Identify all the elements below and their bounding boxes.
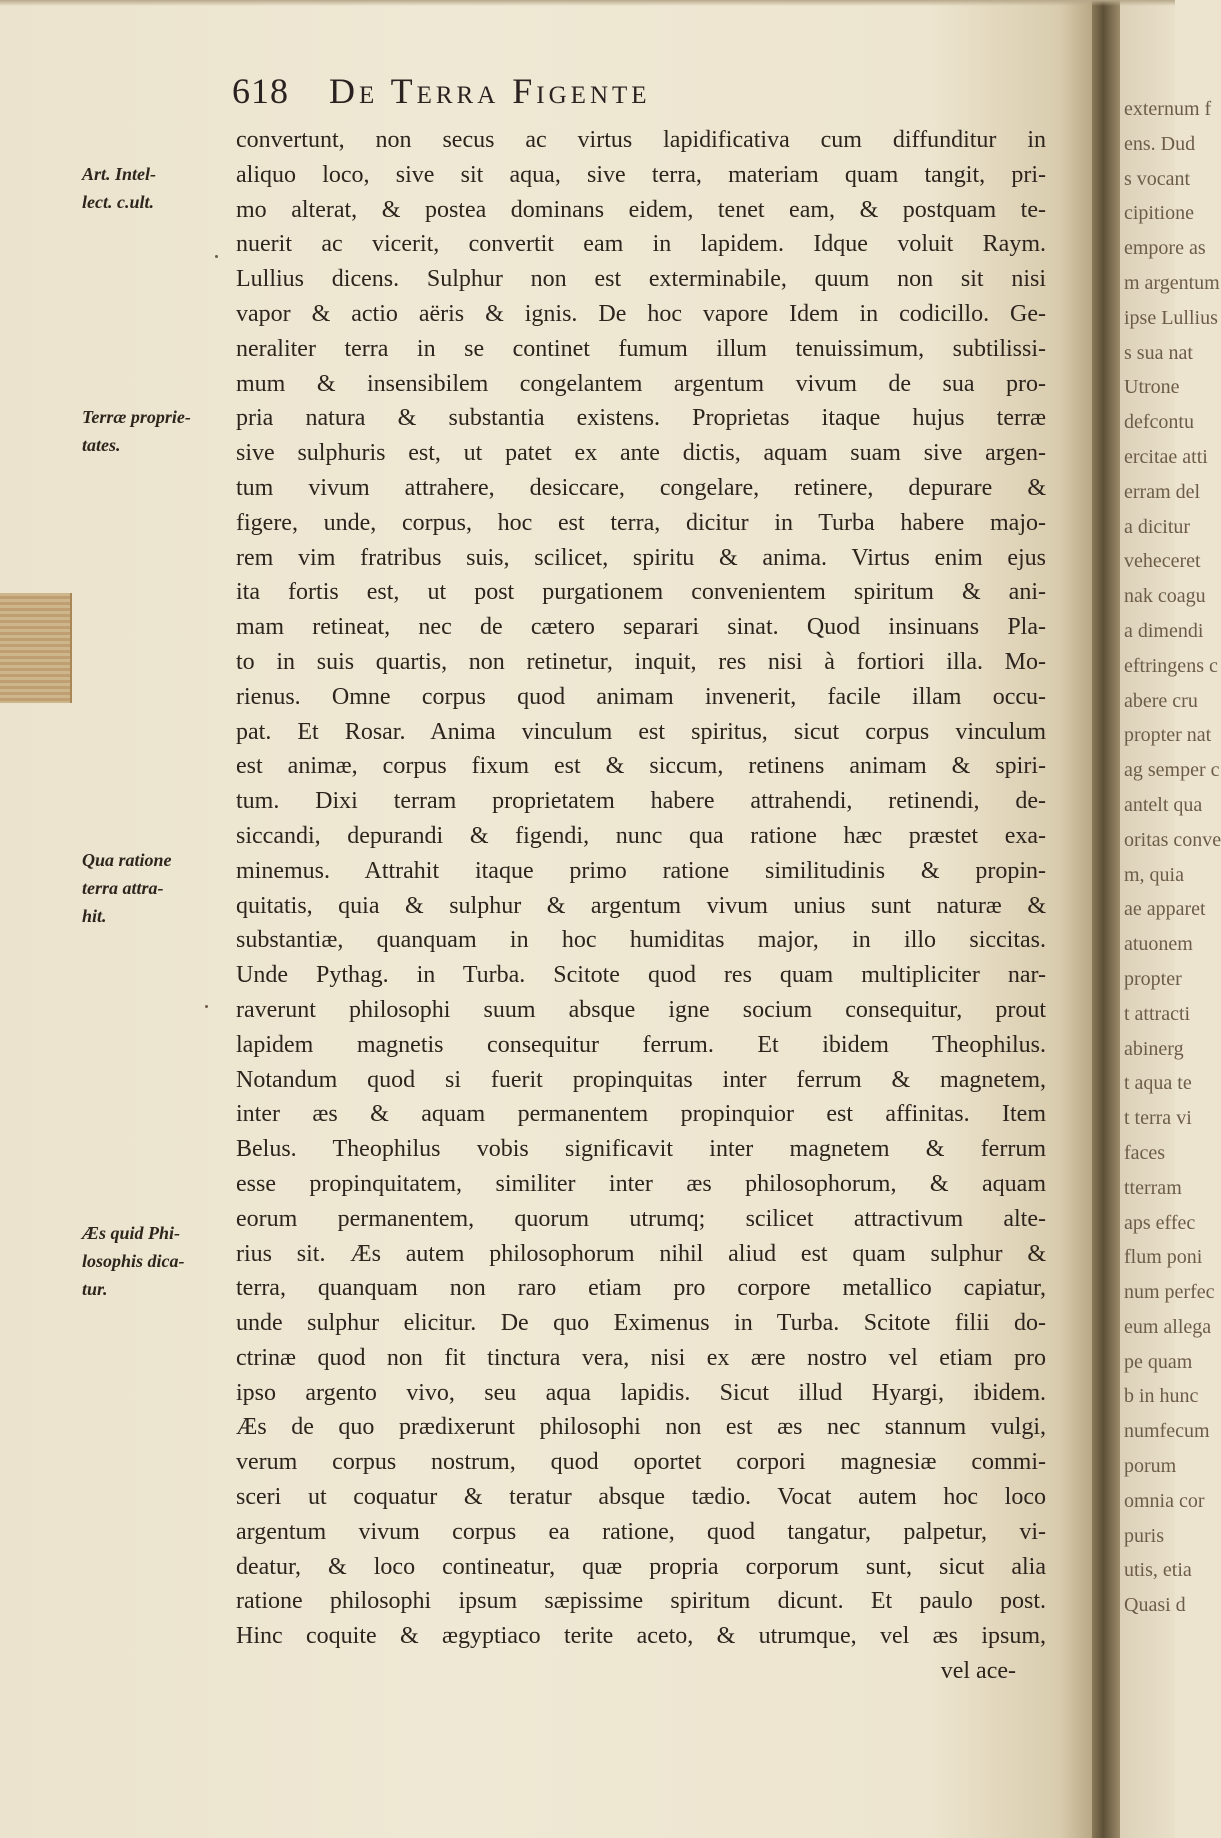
text-line: aliquo loco, sive sit aqua, sive terra, materiam quam tangit, pri- — [236, 161, 1046, 188]
text-line: raverunt philosophi suum absque igne socium consequitur, prout — [236, 996, 1046, 1023]
facing-page-fragment: ens. Dud — [1124, 132, 1196, 155]
text-line: minemus. Attrahit itaque primo ratione similitudinis & propin- — [236, 857, 1046, 884]
facing-page-fragment: defcontu — [1124, 411, 1194, 434]
facing-page-fragment: eftringens c — [1124, 654, 1218, 677]
margin-note-line: hit. — [82, 906, 107, 926]
facing-page-bleed — [1120, 0, 1221, 1838]
text-line: Æs de quo prædixerunt philosophi non est æs nec stannum vulgi, — [236, 1414, 1046, 1441]
facing-page-fragment: ipse Lullius — [1124, 306, 1218, 329]
facing-page-fragment: num perfec — [1124, 1281, 1215, 1304]
text-line: sceri ut coquatur & teratur absque tædio. Vocat autem hoc loco — [236, 1484, 1046, 1511]
paper-bookmark-tab[interactable] — [0, 593, 72, 703]
margin-note-aes-quid — [82, 1219, 185, 1303]
facing-page-fragment: utis, etia — [1124, 1559, 1192, 1582]
facing-page-fragment: t aqua te — [1124, 1072, 1192, 1095]
text-line: est animæ, corpus fixum est & siccum, retinens animam & spiri- — [236, 753, 1046, 780]
ink-speck — [215, 255, 218, 258]
text-line: ipso argento vivo, seu aqua lapidis. Sicut illud Hyargi, ibidem. — [236, 1379, 1046, 1406]
facing-page-fragment: Utrone — [1124, 376, 1180, 399]
facing-page-fragment: erram del — [1124, 480, 1201, 503]
text-line: tum vivum attrahere, desiccare, congelare, retinere, depurare & — [236, 474, 1046, 501]
text-line: ita fortis est, ut post purgationem convenientem spiritum & ani- — [236, 579, 1046, 606]
margin-note-qua-ratione — [82, 846, 172, 930]
text-line: substantiæ, quanquam in hoc humiditas major, in illo siccitas. — [236, 927, 1046, 954]
margin-note-line: Art. Intel- — [82, 164, 157, 184]
facing-page-fragment: abere cru — [1124, 689, 1198, 712]
page-header — [232, 70, 651, 122]
facing-page-fragment: b in hunc — [1124, 1385, 1199, 1408]
running-title: De Terra Figente — [329, 71, 651, 111]
text-line: Lullius dicens. Sulphur non est exterminabile, quum non sit nisi — [236, 266, 1046, 293]
margin-note-line: Terræ proprie- — [82, 407, 191, 427]
text-line: deatur, & loco contineatur, quæ propria corporum sunt, sicut alia — [236, 1553, 1046, 1580]
facing-page-fragment: empore as — [1124, 237, 1206, 260]
margin-note-terrae-proprietates — [82, 403, 191, 459]
facing-page-fragment: a dicitur — [1124, 515, 1191, 538]
facing-page-fragment: aps effec — [1124, 1211, 1196, 1234]
text-line: to in suis quartis, non retinetur, inquit, res nisi à fortiori illa. Mo- — [236, 648, 1046, 675]
text-line: verum corpus nostrum, quod oportet corpori magnesiæ commi- — [236, 1449, 1046, 1476]
text-line: neraliter terra in se continet fumum illum tenuissimum, subtilissi- — [236, 335, 1046, 362]
facing-page-fragment: ercitae atti — [1124, 445, 1208, 468]
text-line: convertunt, non secus ac virtus lapidificativa cum diffunditur in — [236, 127, 1046, 153]
text-line: lapidem magnetis consequitur ferrum. Et ibidem Theophilus. — [236, 1031, 1046, 1058]
facing-page-fragment: tterram — [1124, 1176, 1182, 1199]
facing-page-fragment: abinerg — [1124, 1037, 1184, 1060]
facing-page-fragment: porum — [1124, 1455, 1177, 1478]
facing-page-fragment: t attracti — [1124, 1002, 1191, 1025]
text-line: mam retineat, nec de cætero separari sinat. Quod insinuans Pla- — [236, 614, 1046, 641]
text-line: rem vim fratribus suis, scilicet, spiritu & anima. Virtus enim ejus — [236, 544, 1046, 571]
page-number: 618 — [232, 71, 289, 111]
facing-page-fragment: ag semper c — [1124, 759, 1220, 782]
facing-page-fragment: numfecum — [1124, 1420, 1210, 1443]
facing-page-fragment: puris — [1124, 1524, 1164, 1547]
text-line: ratione philosophi ipsum sæpissime spiritum dicunt. Et paulo post. — [236, 1588, 1046, 1615]
facing-page-fragment: faces — [1124, 1141, 1166, 1164]
text-line: mo alterat, & postea dominans eidem, tenet eam, & postquam te- — [236, 196, 1046, 223]
facing-page-fragment: pe quam — [1124, 1350, 1193, 1373]
text-line: argentum vivum corpus ea ratione, quod tangatur, palpetur, vi- — [236, 1518, 1046, 1545]
text-line: unde sulphur elicitur. De quo Eximenus in Turba. Scitote filii do- — [236, 1310, 1046, 1337]
text-line: nuerit ac vicerit, convertit eam in lapidem. Idque voluit Raym. — [236, 231, 1046, 258]
text-line: Unde Pythag. in Turba. Scitote quod res quam multipliciter nar- — [236, 962, 1046, 989]
facing-page-fragment: propter — [1124, 967, 1182, 990]
margin-note-line: lect. c.ult. — [82, 192, 154, 212]
text-line: Belus. Theophilus vobis significavit inter magnetem & ferrum — [236, 1136, 1046, 1163]
margin-note-line: Æs quid Phi- — [82, 1223, 181, 1243]
main-text-block — [236, 123, 1046, 1689]
text-line: sive sulphuris est, ut patet ex ante dictis, aquam suam sive argen- — [236, 440, 1046, 467]
facing-page-fragment: eum allega — [1124, 1315, 1212, 1338]
facing-page-fragment: flum poni — [1124, 1246, 1203, 1269]
facing-page-fragment: m argentum — [1124, 271, 1220, 294]
facing-page-fragment: ae apparet — [1124, 898, 1206, 921]
text-line: Hinc coquite & ægyptiaco terite aceto, & utrumque, vel æs ipsum, — [236, 1623, 1046, 1650]
text-line: pria natura & substantia existens. Proprietas itaque hujus terræ — [236, 405, 1046, 432]
book-gutter — [1092, 0, 1120, 1838]
facing-page-fragment: s vocant — [1124, 167, 1191, 190]
text-line: tum. Dixi terram proprietatem habere attrahendi, retinendi, de- — [236, 788, 1046, 815]
text-line: Notandum quod si fuerit propinquitas inter ferrum & magnetem, — [236, 1066, 1046, 1093]
facing-page-fragment: veheceret — [1124, 550, 1201, 573]
facing-page-fragment: Quasi d — [1124, 1594, 1186, 1617]
page-top-shadow — [0, 0, 1175, 6]
facing-page-fragment: omnia cor — [1124, 1489, 1205, 1512]
text-line: vapor & actio aëris & ignis. De hoc vapore Idem in codicillo. Ge- — [236, 300, 1046, 327]
text-line: rienus. Omne corpus quod animam invenerit, facile illam occu- — [236, 683, 1046, 710]
text-line: siccandi, depurandi & figendi, nunc qua ratione hæc præstet exa- — [236, 822, 1046, 849]
facing-page-fragment: cipitione — [1124, 202, 1194, 225]
text-line: esse propinquitatem, similiter inter æs philosophorum, & aquam — [236, 1170, 1046, 1197]
margin-note-line: tur. — [82, 1279, 108, 1299]
facing-page-fragment: m, quia — [1124, 863, 1184, 886]
text-line: quitatis, quia & sulphur & argentum vivum unius sunt naturæ & — [236, 892, 1046, 919]
text-line: inter æs & aquam permanentem propinquior est affinitas. Item — [236, 1101, 1046, 1128]
facing-page-fragment: t terra vi — [1124, 1107, 1192, 1130]
facing-page-fragment: nak coagu — [1124, 585, 1206, 608]
facing-page-fragment: externum f — [1124, 98, 1212, 120]
facing-page-fragment: propter nat — [1124, 724, 1212, 747]
text-line: mum & insensibilem congelantem argentum vivum de sua pro- — [236, 370, 1046, 397]
text-line: figere, unde, corpus, hoc est terra, dicitur in Turba habere majo- — [236, 509, 1046, 536]
margin-note-art-intell — [82, 160, 156, 216]
margin-note-line: terra attra- — [82, 878, 164, 898]
catchword: vel ace- — [940, 1658, 1016, 1685]
text-line: ctrinæ quod non fit tinctura vera, nisi ex ære nostro vel etiam pro — [236, 1344, 1046, 1371]
ink-speck — [205, 1005, 208, 1008]
text-line: terra, quanquam non raro etiam pro corpore metallico capiatur, — [236, 1275, 1046, 1302]
margin-note-line: tates. — [82, 435, 121, 455]
margin-note-line: losophis dica- — [82, 1251, 185, 1271]
text-line: rius sit. Æs autem philosophorum nihil aliud est quam sulphur & — [236, 1240, 1046, 1267]
facing-page-fragment: s sua nat — [1124, 341, 1193, 364]
facing-page-fragment: a dimendi — [1124, 619, 1204, 642]
margin-note-line: Qua ratione — [82, 850, 172, 870]
facing-page-fragment: antelt qua — [1124, 793, 1203, 816]
text-line: pat. Et Rosar. Anima vinculum est spiritus, sicut corpus vinculum — [236, 718, 1046, 745]
text-line: eorum permanentem, quorum utrumq; scilicet attractivum alte- — [236, 1205, 1046, 1232]
facing-page-fragment: atuonem — [1124, 933, 1193, 956]
facing-page-fragment: oritas conve — [1124, 828, 1221, 851]
